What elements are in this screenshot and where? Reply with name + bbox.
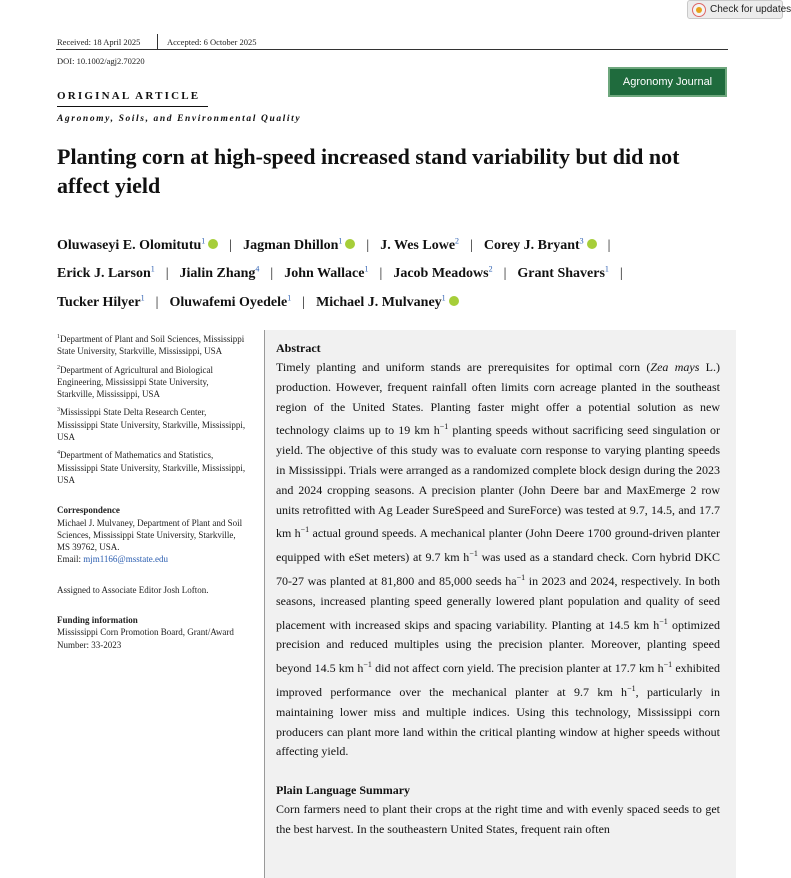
plain-summary-heading: Plain Language Summary <box>276 783 411 797</box>
email-label: Email: <box>57 554 84 565</box>
author[interactable]: Oluwafemi Oyedele$^1$ <box>169 293 292 310</box>
received-date: Received: 18 April 2025 <box>57 37 141 47</box>
check-updates-label: Check for updates <box>710 4 791 15</box>
meta-divider <box>157 34 158 50</box>
email-link[interactable]: mjm1166@msstate.edu <box>83 554 168 565</box>
journal-name: Agronomy Journal <box>622 76 713 88</box>
correspondence-heading: Correspondence <box>57 505 120 516</box>
author-separator: | <box>503 266 507 282</box>
author[interactable]: Jagman Dhillon$^1$ <box>243 236 343 253</box>
author-separator: | <box>470 237 473 253</box>
author-separator: | <box>379 266 383 282</box>
doi[interactable]: DOI: 10.1002/agj2.70220 <box>57 56 145 66</box>
author-separator: | <box>607 237 611 253</box>
check-for-updates-button[interactable] <box>687 0 791 19</box>
orcid-icon[interactable] <box>208 239 218 249</box>
author[interactable]: Erick J. Larson$^1$ <box>57 264 155 282</box>
affiliation: $^2$Department of Agricultural and Biological Engineering, Mississippi State University, Starkville, Mississippi, USA <box>57 364 213 400</box>
author[interactable]: John Wallace$^1$ <box>284 264 369 282</box>
author[interactable]: Jialin Zhang$^4$ <box>179 264 260 282</box>
abstract-text: Timely planting and uniform stands are prerequisites for optimal corn (Zea mays L.) production. However, frequent rainfall often limits corn acreage planted in the southeast region of the United States. Planting faster might offer a potential solution as new technology claims up to 19 km $h^{-1}$ planting speeds without sacrificing seed singulation or yield. The objective of this study was to evaluate corn response to varying planting speeds in Mississippi. Trials were arranged as a randomized complete block design during the 2023 and 2024 cropping seasons. A precision planter (John Deere bar and MaxEmerge 2 row units retrofitted with Ag Leader SureSpeed and SureForce) was tested at 9.7, 14.5, and 17.7 km $h^{-1}$ actual ground speeds. A mechanical planter (John Deere 1700 ground-driven planter equipped with eSet meters) at 9.7 km $h^{-1}$ was used as a standard check. Corn hybrid DKC 70-27 was planted at 81,800 and 85,000 seeds $ha^{-1}$ in 2023 and 2024, respectively. In both seasons, increased planting speed generally lowered plant population and quality of seed placement with increased skips and spacing variability. Planting at 14.5 km $h^{-1}$ optimized precision and reduced multiples using the precision planter. Moreover, planting speed beyond 14.5 km $h^{-1}$ did not affect corn yield. The precision planter at 17.7 km $h^{-1}$ exhibited improved performance over the mechanical planter at 9.7 km $h^{-1}$, particularly in maintaining lower miss and multiple indices. Using this technology, Mississippi corn producers can plant more land within the critical planting window at higher speeds without affecting yield. <box>276 360 721 759</box>
author[interactable]: Oluwaseyi E. Olomitutu$^1$ <box>57 236 206 253</box>
correspondence-text: Michael J. Mulvaney, Department of Plant and Soil Sciences, Mississippi State University, Starkville, MS 39762, USA. <box>57 517 243 553</box>
journal-badge[interactable] <box>608 67 727 97</box>
affiliation: $^1$Department of Plant and Soil Sciences, Mississippi State University, Starkville, Mississippi, USA <box>57 334 245 357</box>
author-separator: | <box>270 266 274 282</box>
author[interactable]: Jacob Meadows$^2$ <box>393 264 493 282</box>
orcid-icon[interactable] <box>345 239 355 249</box>
author-list <box>57 229 757 315</box>
orcid-icon[interactable] <box>449 296 459 306</box>
plain-summary-text: Corn farmers need to plant their crops at the right time and with evenly spaced seeds to get the best harvest. In the southeastern United States, frequent rain often <box>276 802 720 836</box>
author-separator: | <box>302 294 306 310</box>
article-title: Planting corn at high-speed increased stand variability but did not affect yield <box>57 144 680 198</box>
funding-heading: Funding information <box>57 615 138 626</box>
header-rule <box>56 49 728 50</box>
editor-note: Assigned to Associate Editor Josh Lofton. <box>57 584 209 595</box>
funding-text: Mississippi Corn Promotion Board, Grant/Award Number: 33-2023 <box>57 627 234 650</box>
orcid-icon[interactable] <box>587 239 597 249</box>
author[interactable]: J. Wes Lowe$^2$ <box>380 236 460 253</box>
author[interactable]: Corey J. Bryant$^3$ <box>483 236 584 253</box>
affiliation: $^3$Mississippi State Delta Research Center, Mississippi State University, Starkville, Mississippi, USA <box>57 407 246 443</box>
correspondence <box>57 504 247 565</box>
author-separator: | <box>165 266 169 282</box>
front-matter-sidebar <box>57 331 247 651</box>
check-updates-icon <box>692 3 706 17</box>
author-separator: | <box>229 237 233 253</box>
author[interactable]: Tucker Hilyer$^1$ <box>57 293 145 310</box>
author[interactable]: Grant Shavers$^1$ <box>517 264 609 282</box>
author-separator: | <box>155 294 159 310</box>
author[interactable]: Michael J. Mulvaney$^1$ <box>316 293 446 310</box>
author-separator: | <box>366 237 370 253</box>
affiliation: $^4$Department of Mathematics and Statistics, Mississippi State University, Starkville, Mississippi, USA <box>57 450 246 485</box>
article-type-rule <box>57 106 208 107</box>
abstract-heading: Abstract <box>276 341 321 355</box>
accepted-date: Accepted: 6 October 2025 <box>167 37 257 47</box>
section-name: Agronomy, Soils, and Environmental Quality <box>57 114 302 124</box>
funding-information <box>57 614 247 651</box>
article-type: ORIGINAL ARTICLE <box>57 90 201 102</box>
author-separator: | <box>619 266 623 282</box>
